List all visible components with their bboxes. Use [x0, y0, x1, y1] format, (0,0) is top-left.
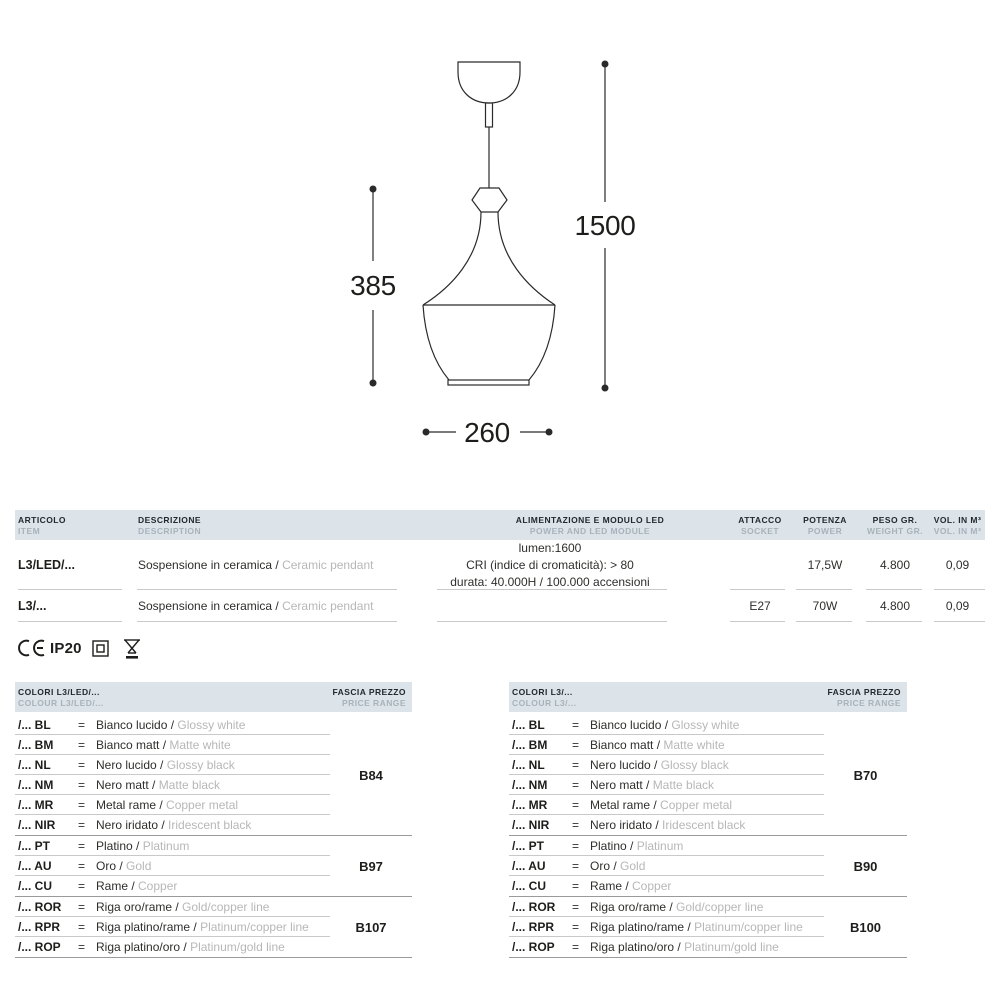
- color-code: /... PT: [512, 838, 545, 853]
- pendant-lamp-outline: [423, 62, 555, 385]
- color-code: /... PT: [18, 838, 51, 853]
- socket-value: E27: [749, 599, 771, 613]
- base-ring: [448, 380, 529, 385]
- color-name: Bianco matt / Matte white: [590, 737, 725, 752]
- color-name: Metal rame / Copper metal: [96, 797, 239, 812]
- spec-table: [15, 510, 985, 622]
- color-name: Riga platino/oro / Platinum/gold line: [96, 940, 285, 954]
- equals-sign: =: [572, 797, 580, 812]
- column-header-power: [790, 515, 860, 536]
- equals-sign: =: [78, 737, 86, 752]
- weight-value: 4.800: [879, 558, 911, 572]
- color-row: [15, 917, 330, 937]
- ce-mark-icon: [15, 639, 46, 657]
- color-code: /... NM: [512, 777, 548, 792]
- column-header-description: [135, 515, 430, 536]
- price-range-value: B90: [853, 858, 878, 874]
- equals-sign: =: [78, 919, 86, 934]
- color-group: [509, 715, 907, 836]
- equals-sign: =: [572, 777, 580, 792]
- equals-sign: =: [78, 757, 86, 772]
- color-code: /... NL: [512, 757, 545, 772]
- column-header-volume: [930, 515, 985, 536]
- color-name: Nero lucido / Glossy black: [96, 757, 235, 772]
- color-row: [15, 815, 330, 835]
- color-row: [15, 836, 330, 856]
- color-name: Platino / Platinum: [590, 838, 684, 853]
- color-row: [15, 795, 330, 815]
- color-row: [15, 775, 330, 795]
- color-table-standard-header: [509, 682, 907, 712]
- column-header-item: [15, 515, 135, 536]
- color-row: [15, 876, 330, 896]
- color-code: /... AU: [18, 858, 52, 873]
- color-name: Platino / Platinum: [96, 838, 190, 853]
- spec-row-led: [15, 540, 985, 590]
- equals-sign: =: [572, 737, 580, 752]
- power-value: 70W: [812, 599, 838, 613]
- equals-sign: =: [78, 818, 86, 832]
- color-row: [15, 937, 330, 957]
- col-power-led: POWER AND LED MODULE: [529, 525, 651, 536]
- col-item: ITEM: [18, 525, 41, 536]
- color-name: Riga platino/rame / Platinum/copper line: [590, 919, 803, 934]
- color-name: Nero iridato / Iridescent black: [96, 818, 252, 832]
- item-code: L3/...: [18, 599, 47, 613]
- equals-sign: =: [572, 858, 580, 873]
- equals-sign: =: [572, 899, 580, 914]
- col-vol-en: VOL. IN M³: [933, 525, 982, 536]
- equals-sign: =: [78, 899, 86, 914]
- equals-sign: =: [78, 858, 86, 873]
- body-upper: [423, 212, 481, 305]
- color-code: /... ROR: [18, 899, 62, 914]
- color-code: /... RPR: [18, 919, 61, 934]
- weight-value: 4.800: [879, 599, 911, 613]
- equals-sign: =: [572, 838, 580, 853]
- weee-crossed-bin-icon: [121, 638, 143, 659]
- col-attacco: ATTACCO: [738, 514, 782, 525]
- color-code: /... NM: [18, 777, 54, 792]
- item-code: L3/LED/...: [18, 558, 75, 572]
- color-name: Riga oro/rame / Gold/copper line: [96, 899, 270, 914]
- color-code: /... NL: [18, 757, 51, 772]
- socket-connector: [472, 188, 507, 212]
- color-name: Bianco lucido / Glossy white: [590, 717, 740, 732]
- power-value: 17,5W: [807, 558, 843, 572]
- column-header-led-module: [430, 515, 730, 536]
- equals-sign: =: [572, 940, 580, 954]
- price-range-title-en: PRICE RANGE: [837, 697, 901, 708]
- col-descrizione: DESCRIZIONE: [138, 514, 202, 525]
- color-code: /... ROP: [512, 940, 555, 954]
- price-range-value: B84: [359, 767, 383, 783]
- color-code: /... MR: [18, 797, 54, 812]
- column-header-socket: [730, 515, 790, 536]
- price-range-title-it: FASCIA PREZZO: [827, 686, 901, 697]
- color-code: /... AU: [512, 858, 546, 873]
- color-name: Rame / Copper: [590, 879, 672, 893]
- stem: [486, 103, 493, 127]
- color-code: /... ROR: [512, 899, 556, 914]
- color-row: [509, 836, 824, 856]
- color-row: [15, 856, 330, 876]
- color-name: Riga platino/rame / Platinum/copper line: [96, 919, 309, 934]
- equals-sign: =: [572, 717, 580, 732]
- color-code: /... BM: [18, 737, 54, 752]
- color-row: [509, 715, 824, 735]
- color-name: Rame / Copper: [96, 879, 178, 893]
- color-code: /... RPR: [512, 919, 555, 934]
- col-articolo: ARTICOLO: [18, 514, 66, 525]
- color-name: Riga platino/oro / Platinum/gold line: [590, 940, 779, 954]
- color-code: /... BL: [512, 717, 545, 732]
- color-table-led: [15, 682, 412, 958]
- price-range-value: B107: [355, 919, 387, 935]
- equals-sign: =: [572, 818, 580, 832]
- col-socket: SOCKET: [740, 525, 780, 536]
- color-row: [15, 755, 330, 775]
- canopy: [458, 62, 520, 103]
- color-group: [509, 897, 907, 958]
- color-name: Metal rame / Copper metal: [590, 797, 733, 812]
- color-group: [509, 836, 907, 897]
- led-cri: CRI (indice di cromaticità): > 80: [466, 557, 634, 572]
- color-name: Bianco matt / Matte white: [96, 737, 231, 752]
- equals-sign: =: [78, 777, 86, 792]
- color-row: [15, 735, 330, 755]
- color-code: /... NIR: [18, 818, 56, 832]
- certifications-row: [15, 636, 143, 660]
- color-row: [509, 937, 824, 957]
- color-name: Nero lucido / Glossy black: [590, 757, 729, 772]
- color-name: Riga oro/rame / Gold/copper line: [590, 899, 764, 914]
- description: Sospensione in ceramica / Ceramic pendant: [138, 558, 374, 572]
- color-table-standard: [509, 682, 907, 958]
- equals-sign: =: [78, 879, 86, 893]
- volume-value: 0,09: [945, 599, 970, 613]
- column-header-weight: [860, 515, 930, 536]
- body-lower-right: [529, 305, 555, 380]
- color-row: [509, 775, 824, 795]
- equals-sign: =: [78, 717, 86, 732]
- color-row: [509, 735, 824, 755]
- equals-sign: =: [572, 879, 580, 893]
- color-code: /... MR: [512, 797, 548, 812]
- price-range-value: B100: [849, 919, 882, 935]
- color-row: [509, 917, 824, 937]
- color-row: [15, 715, 330, 735]
- col-power: POWER: [807, 525, 843, 536]
- led-lumen: lumen:1600: [518, 540, 582, 555]
- color-group: [15, 836, 412, 897]
- color-code: /... NIR: [512, 818, 550, 832]
- volume-value: 0,09: [945, 558, 970, 572]
- color-row: [509, 815, 824, 835]
- color-row: [509, 755, 824, 775]
- color-name: Nero iridato / Iridescent black: [590, 818, 746, 832]
- color-row: [509, 897, 824, 917]
- price-range-value: B97: [359, 858, 383, 874]
- col-alimentazione: ALIMENTAZIONE E MODULO LED: [515, 514, 665, 525]
- color-name: Oro / Gold: [96, 858, 152, 873]
- spec-row-standard: [15, 590, 985, 622]
- color-row: [509, 876, 824, 896]
- col-weight: WEIGHT GR.: [867, 525, 923, 536]
- color-code: /... BL: [18, 717, 51, 732]
- led-life: durata: 40.000H / 100.000 accensioni: [450, 574, 650, 589]
- body-lower: [423, 305, 449, 380]
- color-code: /... CU: [512, 879, 547, 893]
- colors-title-it: COLORI L3/LED/...: [18, 686, 100, 697]
- equals-sign: =: [572, 757, 580, 772]
- price-range-title-en: PRICE RANGE: [342, 697, 406, 708]
- color-group: [15, 897, 412, 958]
- equals-sign: =: [572, 919, 580, 934]
- color-row: [509, 795, 824, 815]
- colors-title-en: COLOUR L3/LED/...: [18, 697, 104, 708]
- pendant-technical-drawing: [330, 30, 680, 460]
- dim-label-260: 260: [464, 417, 510, 448]
- color-name: Oro / Gold: [590, 858, 646, 873]
- price-range-value: B70: [853, 767, 878, 783]
- description: Sospensione in ceramica / Ceramic pendant: [138, 599, 374, 613]
- led-module-info: [430, 540, 730, 590]
- color-code: /... BM: [512, 737, 548, 752]
- ip-rating-label: IP20: [50, 639, 82, 657]
- equals-sign: =: [78, 940, 86, 954]
- color-table-led-header: [15, 682, 412, 712]
- dim-label-1500: 1500: [574, 210, 636, 241]
- col-peso: PESO GR.: [872, 514, 918, 525]
- equals-sign: =: [78, 838, 86, 853]
- spec-table-header: [15, 510, 985, 540]
- price-range-title-it: FASCIA PREZZO: [332, 686, 406, 697]
- color-name: Bianco lucido / Glossy white: [96, 717, 246, 732]
- colors-title-en: COLOUR L3/...: [512, 697, 577, 708]
- color-row: [15, 897, 330, 917]
- col-vol-it: VOL. IN M³: [933, 514, 982, 525]
- color-group: [15, 715, 412, 836]
- col-description: DESCRIPTION: [138, 525, 202, 536]
- color-name: Nero matt / Matte black: [96, 777, 221, 792]
- dim-label-385: 385: [350, 270, 396, 301]
- class-ii-insulation-icon: [92, 640, 109, 657]
- color-name: Nero matt / Matte black: [590, 777, 715, 792]
- color-code: /... ROP: [18, 940, 61, 954]
- col-potenza: POTENZA: [803, 514, 847, 525]
- color-code: /... CU: [18, 879, 53, 893]
- colors-title-it: COLORI L3/...: [512, 686, 573, 697]
- color-row: [509, 856, 824, 876]
- equals-sign: =: [78, 797, 86, 812]
- body-upper-right: [498, 212, 555, 305]
